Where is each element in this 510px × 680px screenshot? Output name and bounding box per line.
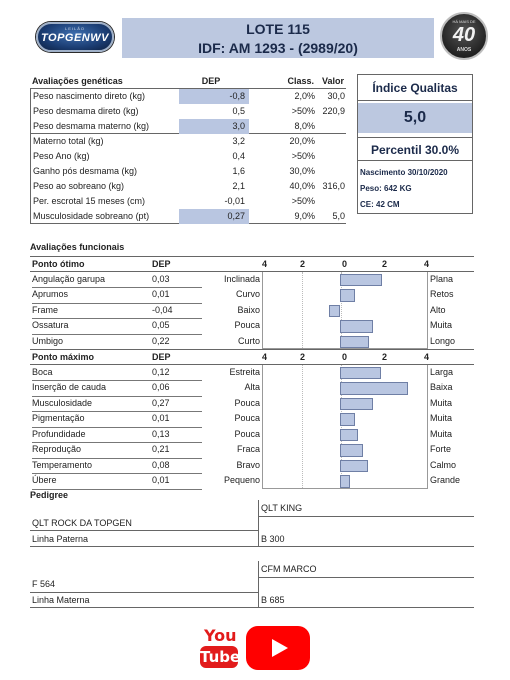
dam-name: F 564 [32, 579, 56, 589]
functional-row-dep: 0,12 [152, 365, 202, 382]
genetic-row-class: 2,0% [294, 91, 315, 101]
functional-row-dep: 0,05 [152, 318, 202, 335]
functional-row-dep: 0,06 [152, 380, 202, 397]
functional-row-right-label: Retos [430, 289, 454, 299]
genetic-header-label: Avaliações genéticas [32, 76, 123, 86]
genetic-row-class: >50% [291, 151, 315, 161]
genetic-header-valor: Valor [321, 76, 344, 86]
functional-row-label: Pigmentação [32, 411, 152, 428]
genetic-row-dep: -0,01 [224, 196, 245, 206]
functional-row-label: Profundidade [32, 427, 152, 444]
functional-row [30, 303, 474, 319]
functional-row [30, 396, 474, 412]
genetic-row [30, 179, 346, 194]
functional-section-dep-header: DEP [152, 259, 171, 269]
genetic-row-label: Peso desmama direto (kg) [33, 106, 139, 116]
birth-date: Nascimento 30/10/2020 [360, 168, 448, 177]
genetic-row-label: Peso nascimento direto (kg) [33, 91, 146, 101]
genetic-row-label: Peso desmama materno (kg) [33, 121, 150, 131]
genetic-row [30, 164, 346, 179]
functional-bar [340, 320, 373, 333]
functional-row [30, 287, 474, 303]
functional-row-label: Angulação garupa [32, 272, 152, 289]
functional-bar [329, 305, 340, 318]
genetic-table [30, 74, 346, 224]
functional-section-title: Ponto máximo [32, 352, 95, 362]
genetic-row [30, 194, 346, 209]
youtube-tube-text: Tube [200, 648, 241, 666]
functional-bar [340, 382, 408, 395]
axis-tick-label: 0 [342, 259, 348, 269]
genetic-row-class: >50% [291, 106, 315, 116]
functional-bar [340, 398, 373, 411]
genetic-row-dep: 2,1 [232, 181, 245, 191]
qualitas-value: 5,0 [358, 103, 472, 133]
functional-row-right-label: Longo [430, 335, 456, 346]
functional-row-label: Boca [32, 365, 152, 382]
genetic-row-dep: 0,4 [232, 151, 245, 161]
weight: Peso: 642 KG [360, 184, 412, 193]
badge-top-text: HÁ MAIS DE [452, 19, 476, 24]
functional-row-dep: 0,03 [152, 272, 202, 289]
functional-row-dep: -0,04 [152, 303, 202, 320]
functional-row-left-label: Pouca [234, 413, 260, 423]
youtube-logo[interactable] [200, 626, 241, 670]
functional-row-right-label: Muita [430, 320, 453, 330]
functional-bar [340, 429, 358, 442]
lot-idf: IDF: AM 1293 - (2989/20) [198, 40, 358, 56]
functional-row-label: Umbigo [32, 334, 152, 351]
functional-row-dep: 0,27 [152, 396, 202, 413]
youtube-you-text: You [204, 626, 237, 645]
functional-row [30, 458, 474, 474]
axis-tick-label: 2 [382, 259, 388, 269]
functional-bar [340, 460, 368, 473]
genetic-row-dep: 3,0 [179, 119, 249, 134]
functional-row-right-label: Muita [430, 397, 453, 408]
pedigree-line [30, 546, 474, 547]
genetic-row-label: Per. escrotal 15 meses (cm) [33, 196, 146, 206]
functional-bar [340, 413, 355, 426]
forty-years-badge [440, 12, 488, 60]
genetic-row [30, 119, 346, 134]
lot-title: LOTE 115 [246, 21, 310, 37]
functional-row-left-label: Alta [244, 382, 260, 392]
functional-row-dep: 0,22 [152, 334, 202, 351]
functional-row-right-label: Calmo [430, 459, 457, 470]
functional-row [30, 272, 474, 288]
scrotal-circumference: CE: 42 CM [360, 200, 400, 209]
functional-row [30, 473, 474, 489]
genetic-row-class: 40,0% [289, 181, 315, 191]
functional-row-label: Musculosidade [32, 396, 152, 413]
functional-row-left-label: Inclinada [223, 273, 260, 284]
pedigree-line [30, 592, 258, 593]
maternal-grandsire: CFM MARCO [261, 564, 317, 574]
functional-row-left-label: Pouca [234, 397, 260, 408]
genetic-row [30, 209, 346, 224]
genetic-table-body [30, 89, 346, 224]
maternal-line-label: Linha Materna [32, 595, 90, 605]
functional-title: Avaliações funcionais [30, 242, 125, 252]
functional-row [30, 318, 474, 334]
functional-bar [340, 274, 382, 287]
functional-row-right-label: Baixa [430, 382, 453, 392]
functional-row [30, 411, 474, 427]
functional-row-dep: 0,01 [152, 473, 202, 490]
genetic-row-dep: 0,27 [179, 209, 249, 224]
functional-row-right-label: Forte [430, 444, 452, 454]
qualitas-percentil: Percentil 30.0% [358, 137, 472, 161]
functional-table [30, 256, 474, 489]
functional-row-right-label: Alto [430, 304, 446, 315]
qualitas-box [357, 74, 473, 214]
functional-row [30, 334, 474, 350]
functional-row-dep: 0,21 [152, 442, 202, 459]
axis-tick-label: 4 [262, 352, 268, 362]
functional-row-right-label: Muita [430, 428, 453, 439]
play-icon [272, 639, 288, 657]
functional-row-left-label: Curvo [235, 289, 260, 299]
functional-bar [340, 289, 355, 302]
functional-row-left-label: Fraca [236, 444, 260, 454]
pedigree-line [30, 607, 474, 608]
functional-row [30, 365, 474, 381]
genetic-row-valor: 316,0 [322, 181, 345, 191]
functional-row-left-label: Pequeno [223, 475, 260, 485]
title-box [122, 18, 434, 58]
functional-bar [340, 475, 350, 488]
functional-row-right-label: Grande [430, 475, 461, 485]
topgen-logo [36, 22, 114, 52]
maternal-grandsire-sub: B 685 [261, 595, 285, 605]
axis-tick-label: 0 [342, 352, 348, 362]
genetic-header-class: Class. [287, 76, 314, 86]
pedigree-line [30, 530, 258, 531]
paternal-line-label: Linha Paterna [32, 534, 89, 544]
genetic-row [30, 149, 346, 164]
genetic-row [30, 89, 346, 104]
functional-row-dep: 0,08 [152, 458, 202, 475]
functional-row-right-label: Muita [430, 413, 453, 423]
genetic-row-class: 30,0% [289, 166, 315, 176]
functional-row-label: Aprumos [32, 287, 152, 304]
functional-row-dep: 0,13 [152, 427, 202, 444]
genetic-row-dep: -0,8 [179, 89, 249, 104]
functional-section-title: Ponto ótimo [32, 259, 85, 269]
axis-tick-label: 4 [424, 259, 430, 269]
functional-row-label: Frame [32, 303, 152, 320]
axis-tick-label: 2 [300, 352, 306, 362]
functional-row-left-label: Pouca [234, 320, 260, 330]
functional-row-left-label: Estreita [229, 366, 260, 377]
functional-section-header [30, 256, 474, 272]
genetic-row-dep: 1,6 [232, 166, 245, 176]
functional-row-label: Ossatura [32, 318, 152, 335]
genetic-row-label: Materno total (kg) [33, 136, 104, 146]
functional-row-dep: 0,01 [152, 411, 202, 428]
functional-row-right-label: Plana [430, 273, 454, 284]
functional-row-right-label: Larga [430, 366, 454, 377]
genetic-table-header [30, 74, 346, 89]
pedigree-line [258, 577, 474, 578]
qualitas-title: Índice Qualitas [358, 75, 472, 101]
logo-small-text: LEILÃO [64, 26, 85, 31]
axis-tick-label: 2 [300, 259, 306, 269]
functional-row-label: Reprodução [32, 442, 152, 459]
functional-row-left-label: Baixo [237, 304, 260, 315]
youtube-play-button[interactable] [246, 626, 310, 670]
genetic-row [30, 134, 346, 149]
functional-bar [340, 444, 363, 457]
axis-tick-label: 2 [382, 352, 388, 362]
genetic-row-class: >50% [291, 196, 315, 206]
axis-tick-label: 4 [424, 352, 430, 362]
genetic-row-label: Peso Ano (kg) [33, 151, 90, 161]
sire-name: QLT ROCK DA TOPGEN [32, 518, 132, 528]
functional-row [30, 427, 474, 443]
functional-bar [340, 367, 381, 380]
pedigree-vline [258, 500, 259, 546]
functional-row-dep: 0,01 [152, 287, 202, 304]
functional-row-left-label: Curto [237, 335, 260, 346]
functional-bar [340, 336, 369, 349]
genetic-row-dep: 3,2 [232, 136, 245, 146]
logo-text: TOPGENWV [41, 32, 109, 44]
functional-row-left-label: Pouca [234, 428, 260, 439]
genetic-row-class: 8,0% [294, 121, 315, 131]
genetic-row-valor: 220,9 [322, 106, 345, 116]
pedigree-title: Pedigree [30, 490, 69, 500]
genetic-row-class: 20,0% [289, 136, 315, 146]
functional-section-header [30, 349, 474, 365]
paternal-grandsire-sub: B 300 [261, 534, 285, 544]
genetic-row-valor: 5,0 [332, 211, 345, 221]
genetic-row-label: Peso ao sobreano (kg) [33, 181, 125, 191]
functional-row-label: Temperamento [32, 458, 152, 475]
genetic-row-label: Musculosidade sobreano (pt) [33, 211, 150, 221]
header [30, 12, 474, 58]
badge-number: 40 [452, 24, 476, 46]
axis-tick-label: 4 [262, 259, 268, 269]
paternal-grandsire: QLT KING [261, 503, 303, 513]
genetic-header-dep: DEP [201, 76, 221, 86]
pedigree-vline [258, 561, 259, 607]
genetic-row-class: 9,0% [294, 211, 315, 221]
genetic-row [30, 104, 346, 119]
genetic-row-valor: 30,0 [327, 91, 345, 101]
genetic-row-dep: 0,5 [232, 106, 245, 116]
badge-sub-text: ANOS [456, 47, 472, 53]
functional-row-label: Inserção de cauda [32, 380, 152, 397]
functional-row-label: Úbere [32, 473, 152, 490]
genetic-row-label: Ganho pós desmama (kg) [33, 166, 138, 176]
functional-row-left-label: Bravo [236, 459, 260, 470]
functional-row [30, 442, 474, 458]
functional-section-dep-header: DEP [152, 352, 171, 362]
pedigree-line [258, 516, 474, 517]
